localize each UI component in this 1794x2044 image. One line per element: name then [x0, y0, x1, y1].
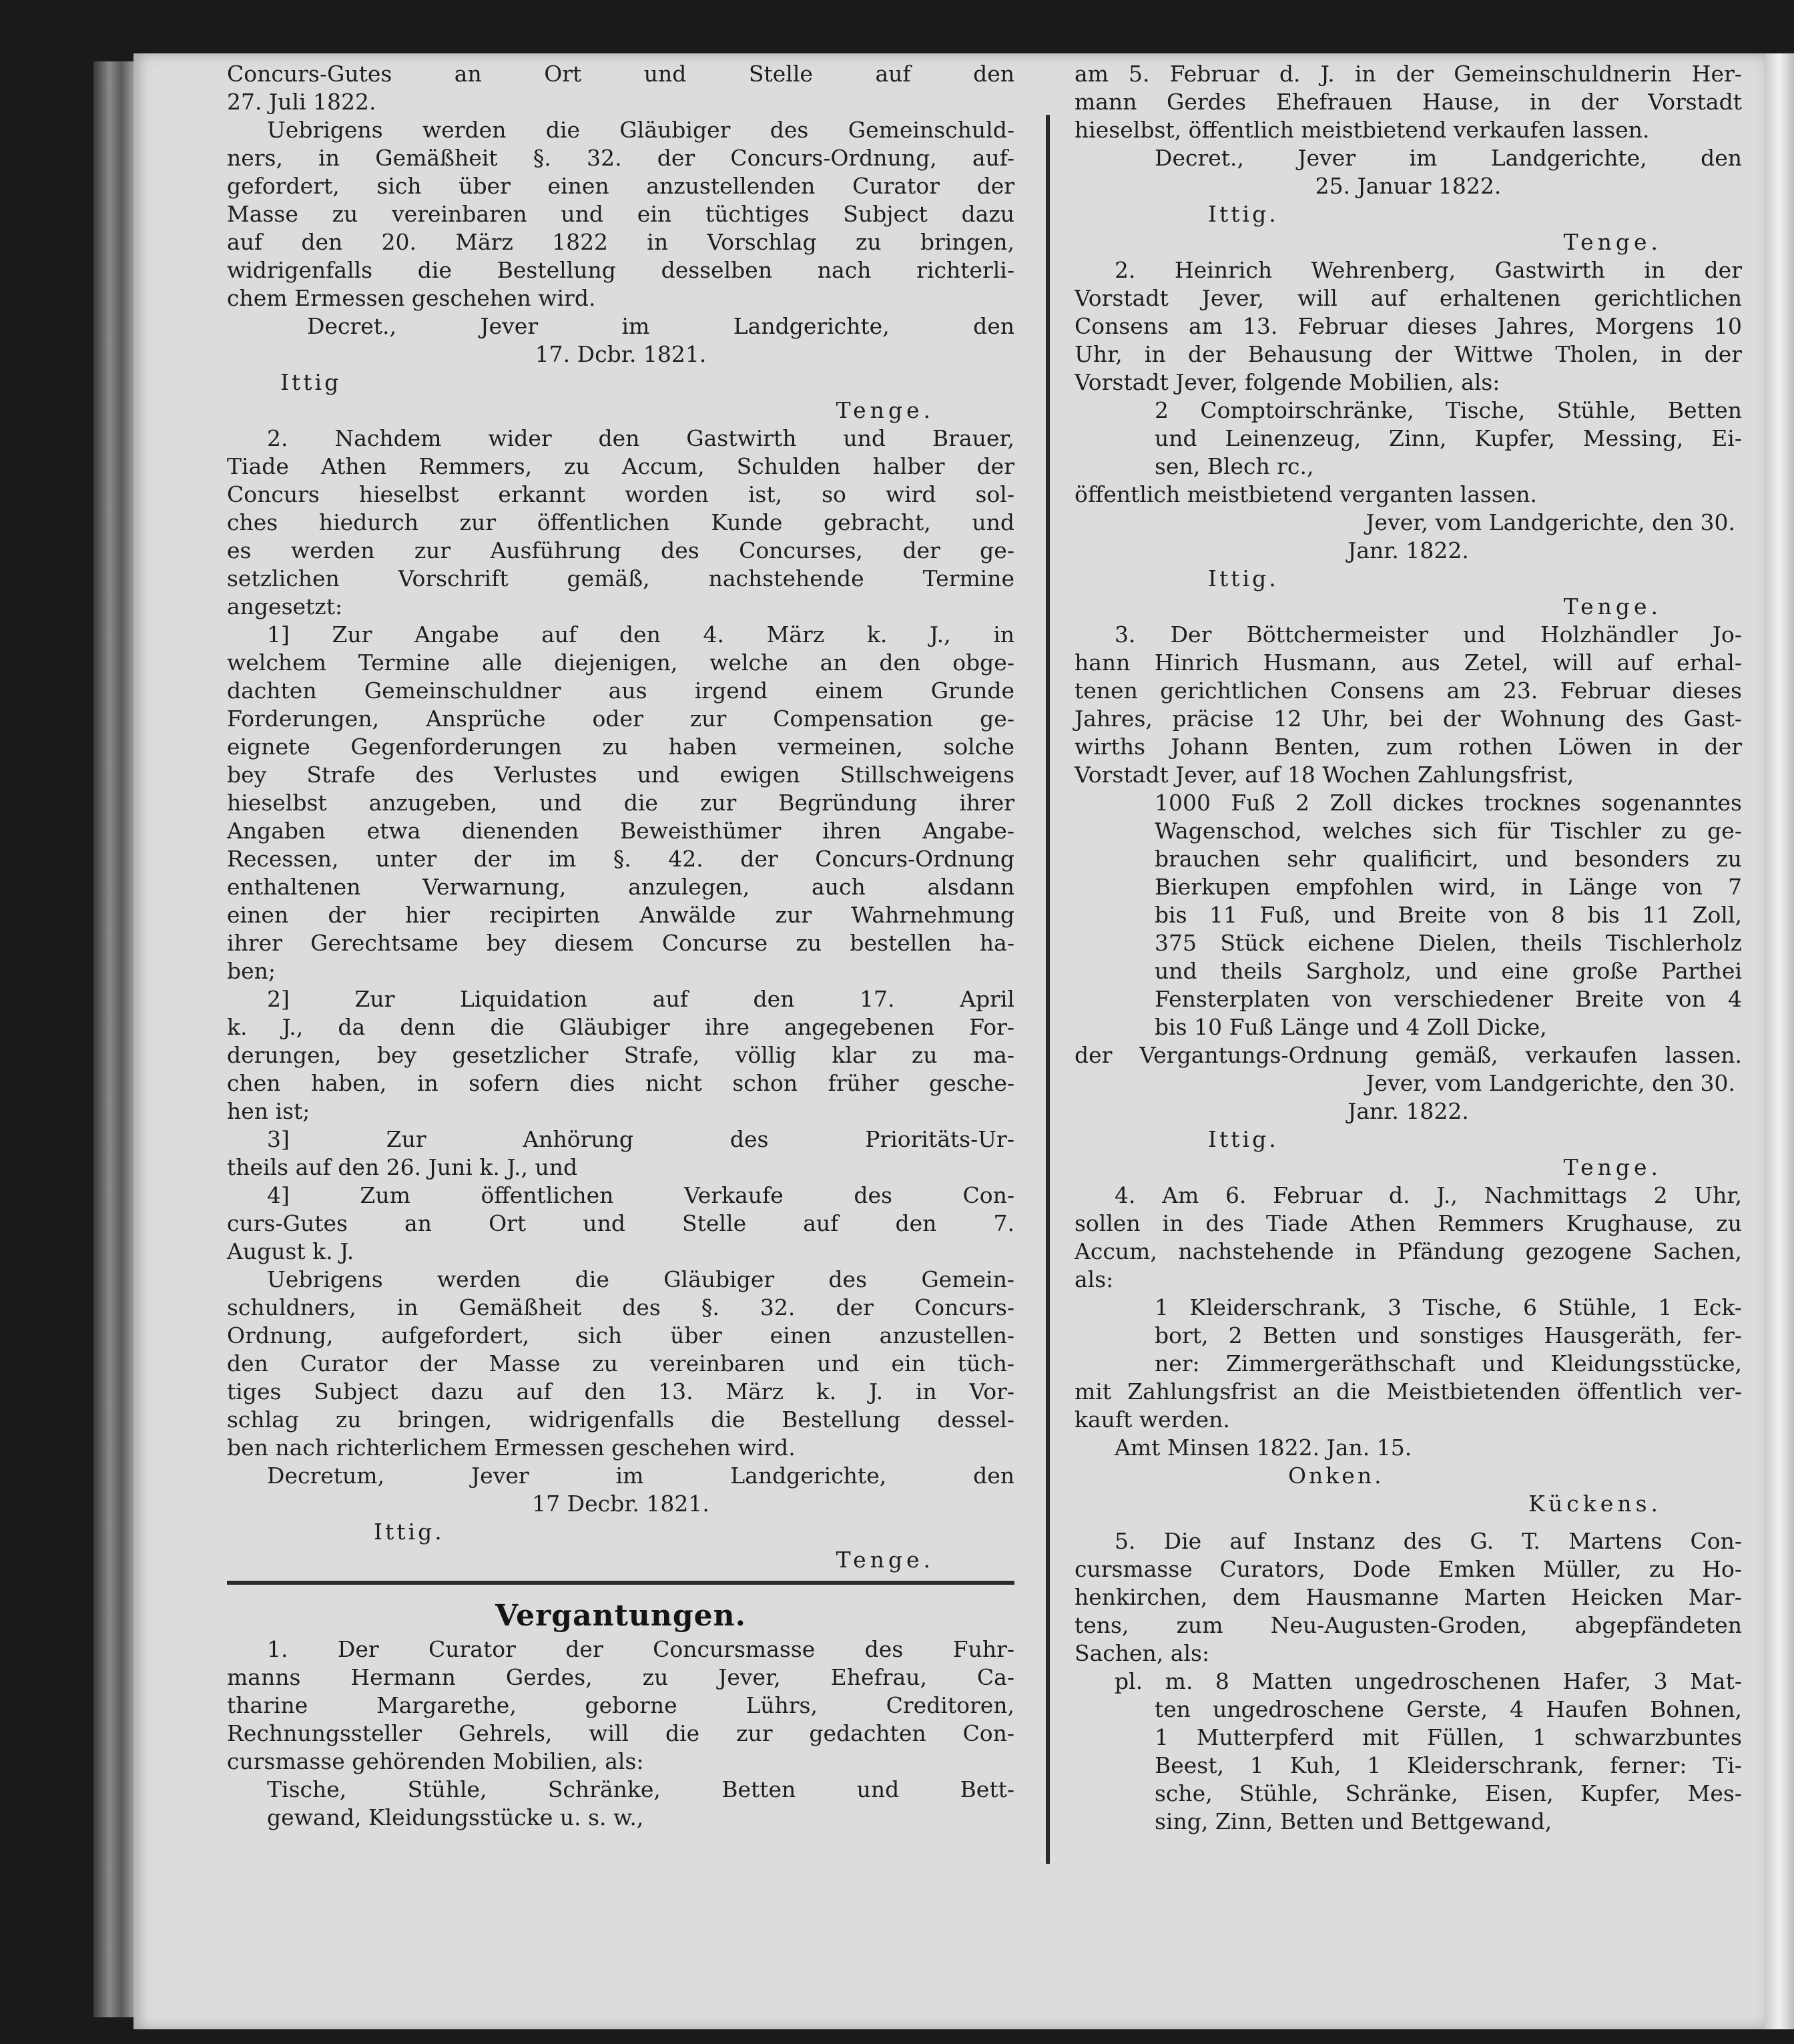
text-line: chem Ermessen geschehen wird.	[227, 285, 596, 311]
text-line: gewand, Kleidungsstücke u. s. w.,	[267, 1804, 644, 1830]
text-line: henkirchen, dem Hausmanne Marten Heicken Mar-	[1075, 1584, 1742, 1610]
text-line: dachten Gemeinschuldner aus irgend einem Grunde	[227, 678, 1014, 704]
text-line: welchem Termine alle diejenigen, welche an den obge-	[227, 650, 1014, 676]
text-line: Concurs-Gutes an Ort und Stelle auf den	[227, 61, 1014, 87]
text-line: tiges Subject dazu auf den 13. März k. J. in Vor-	[227, 1378, 1014, 1404]
text-line: Accum, nachstehende in Pfändung gezogene Sachen,	[1075, 1238, 1742, 1264]
text-line: ches hiedurch zur öffentlichen Kunde gebracht, und	[227, 509, 1014, 535]
text-line: 27. Juli 1822.	[227, 89, 376, 115]
text-line: 4. Am 6. Februar d. J., Nachmittags 2 Uhr,	[1115, 1182, 1742, 1208]
text-line: angesetzt:	[227, 593, 343, 619]
text-line: als:	[1075, 1266, 1114, 1292]
decree-line: Decretum, Jever im Landgerichte, den	[267, 1463, 1014, 1489]
text-line: 1000 Fuß 2 Zoll dickes trocknes sogenanntes	[1155, 790, 1742, 816]
text-line: kauft werden.	[1075, 1407, 1230, 1433]
text-line: Tiade Athen Remmers, zu Accum, Schulden halber der	[227, 453, 1014, 479]
text-line: Uhr, in der Behausung der Wittwe Tholen, in der	[1075, 341, 1742, 367]
text-line: 2. Heinrich Wehrenberg, Gastwirth in der	[1115, 257, 1742, 283]
signature-tenge: Tenge.	[836, 1547, 934, 1573]
text-line: bis 10 Fuß Länge und 4 Zoll Dicke,	[1155, 1014, 1547, 1040]
right-column	[1075, 60, 1742, 1836]
text-line: 2] Zur Liquidation auf den 17. April	[267, 986, 1014, 1012]
column-divider	[1046, 115, 1050, 1864]
text-line: bey Strafe des Verlustes und ewigen Stillschweigens	[227, 762, 1014, 788]
decree-line: Amt Minsen 1822. Jan. 15.	[1115, 1435, 1412, 1461]
text-line: August k. J.	[227, 1238, 354, 1264]
signature-tenge: Tenge.	[836, 397, 934, 423]
text-line: sen, Blech rc.,	[1155, 453, 1314, 479]
text-line: Bierkupen empfohlen wird, in Länge von 7	[1155, 874, 1742, 900]
text-line: 3. Der Böttchermeister und Holzhändler Jo-	[1115, 621, 1742, 648]
text-line: wirths Johann Benten, zum rothen Löwen in der	[1075, 734, 1742, 760]
decree-date: Janr. 1822.	[1348, 1098, 1469, 1124]
text-line: Tische, Stühle, Schränke, Betten und Bett-	[267, 1776, 1014, 1802]
text-line: manns Hermann Gerdes, zu Jever, Ehefrau, Ca-	[227, 1664, 1014, 1690]
text-line: curs-Gutes an Ort und Stelle auf den 7.	[227, 1210, 1014, 1236]
text-line: Sachen, als:	[1075, 1640, 1210, 1666]
text-line: theils auf den 26. Juni k. J., und	[227, 1154, 578, 1180]
text-line: Vorstadt Jever, will auf erhaltenen gerichtlichen	[1075, 285, 1742, 311]
text-line: sche, Stühle, Schränke, Eisen, Kupfer, Mes-	[1155, 1780, 1742, 1806]
page-edge	[1765, 53, 1794, 2029]
text-line: 5. Die auf Instanz des G. T. Martens Con-	[1115, 1528, 1742, 1554]
signature-tenge: Tenge.	[1563, 229, 1662, 255]
text-line: auf den 20. März 1822 in Vorschlag zu bringen,	[227, 229, 1014, 255]
text-line: Masse zu vereinbaren und ein tüchtiges Subject dazu	[227, 201, 1014, 227]
text-line: 1 Kleiderschrank, 3 Tische, 6 Stühle, 1 Eck-	[1155, 1294, 1742, 1320]
text-line: Wagenschod, welches sich für Tischler zu ge-	[1155, 818, 1742, 844]
spacer	[1075, 1518, 1742, 1527]
text-line: 2 Comptoirschränke, Tische, Stühle, Betten	[1155, 397, 1742, 423]
decree-date: 17 Decbr. 1821.	[532, 1491, 709, 1517]
text-line: cursmasse Curators, Dode Emken Müller, zu Ho-	[1075, 1556, 1742, 1582]
text-line: Recessen, unter der im §. 42. der Concurs-Ordnung	[227, 846, 1014, 872]
decree-date: 25. Januar 1822.	[1315, 173, 1502, 199]
text-line: Ordnung, aufgefordert, sich über einen anzustellen-	[227, 1322, 1014, 1348]
text-line: ben;	[227, 958, 276, 984]
section-heading: Vergantungen.	[495, 1599, 746, 1633]
text-line: derungen, bey gesetzlicher Strafe, völlig klar zu ma-	[227, 1042, 1014, 1068]
decree-line: Decret., Jever im Landgerichte, den	[307, 313, 1014, 339]
text-line: bis 11 Fuß, und Breite von 8 bis 11 Zoll,	[1155, 902, 1742, 928]
text-line: setzlichen Vorschrift gemäß, nachstehende Termine	[227, 565, 1014, 591]
signature-onken: Onken.	[1288, 1463, 1384, 1489]
text-line: tharine Margarethe, geborne Lührs, Creditoren,	[227, 1692, 1014, 1718]
signature-ittig: Ittig.	[1208, 1126, 1279, 1152]
text-line: gefordert, sich über einen anzustellenden Curator der	[227, 173, 1014, 199]
text-line: mann Gerdes Ehefrauen Hause, in der Vorstadt	[1075, 89, 1742, 115]
text-line: tens, zum Neu-Augusten-Groden, abgepfändeten	[1075, 1612, 1742, 1638]
text-line: widrigenfalls die Bestellung desselben nach richterli-	[227, 257, 1014, 283]
text-line: 375 Stück eichene Dielen, theils Tischlerholz	[1155, 930, 1742, 956]
left-column	[227, 60, 1014, 1832]
text-line: 2. Nachdem wider den Gastwirth und Brauer,	[267, 425, 1014, 451]
text-line: tenen gerichtlichen Consens am 23. Februar dieses	[1075, 678, 1742, 704]
text-line: ten ungedroschene Gerste, 4 Haufen Bohnen,	[1155, 1696, 1742, 1722]
text-line: Jahres, präcise 12 Uhr, bei der Wohnung des Gast-	[1075, 706, 1742, 732]
text-line: eignete Gegenforderungen zu haben vermeinen, solche	[227, 734, 1014, 760]
decree-line: Jever, vom Landgerichte, den 30.	[1366, 509, 1735, 535]
text-line: k. J., da denn die Gläubiger ihre angegebenen For-	[227, 1014, 1014, 1040]
text-line: mit Zahlungsfrist an die Meistbietenden öffentlich ver-	[1075, 1378, 1742, 1404]
section-rule	[227, 1581, 1014, 1585]
text-line: chen haben, in sofern dies nicht schon früher gesche-	[227, 1070, 1014, 1096]
text-line: Beest, 1 Kuh, 1 Kleiderschrank, ferner: Ti-	[1155, 1752, 1742, 1778]
text-line: sollen in des Tiade Athen Remmers Krughause, zu	[1075, 1210, 1742, 1236]
text-line: ihrer Gerechtsame bey diesem Concurse zu bestellen ha-	[227, 930, 1014, 956]
text-line: 1 Mutterpferd mit Füllen, 1 schwarzbuntes	[1155, 1724, 1742, 1750]
text-line: am 5. Februar d. J. in der Gemeinschuldnerin Her-	[1075, 61, 1742, 87]
book-spine	[93, 61, 133, 2017]
text-line: 1. Der Curator der Concursmasse des Fuhr-	[267, 1636, 1014, 1662]
text-line: Vorstadt Jever, folgende Mobilien, als:	[1075, 369, 1500, 395]
text-line: schlag zu bringen, widrigenfalls die Bestellung dessel-	[227, 1407, 1014, 1433]
text-line: den Curator der Masse zu vereinbaren und ein tüch-	[227, 1350, 1014, 1376]
text-line: brauchen sehr qualificirt, und besonders zu	[1155, 846, 1742, 872]
text-line: hieselbst anzugeben, und die zur Begründung ihrer	[227, 790, 1014, 816]
text-line: hen ist;	[227, 1098, 310, 1124]
signature-ittig: Ittig.	[1208, 565, 1279, 591]
text-line: cursmasse gehörenden Mobilien, als:	[227, 1748, 644, 1774]
text-line: einen der hier recipirten Anwälde zur Wahrnehmung	[227, 902, 1014, 928]
signature-kuckens: Kückens.	[1528, 1491, 1662, 1517]
text-line: Vorstadt Jever, auf 18 Wochen Zahlungsfrist,	[1075, 762, 1574, 788]
text-line: und Leinenzeug, Zinn, Kupfer, Messing, Ei-	[1155, 425, 1742, 451]
text-line: der Vergantungs-Ordnung gemäß, verkaufen lassen.	[1075, 1042, 1742, 1068]
text-line: Angaben etwa dienenden Beweisthümer ihren Angabe-	[227, 818, 1014, 844]
text-line: bort, 2 Betten und sonstiges Hausgeräth, fer-	[1155, 1322, 1742, 1348]
signature-ittig: Ittig	[280, 369, 342, 395]
signature-ittig: Ittig.	[1208, 201, 1279, 227]
text-line: Rechnungssteller Gehrels, will die zur gedachten Con-	[227, 1720, 1014, 1746]
text-line: 4] Zum öffentlichen Verkaufe des Con-	[267, 1182, 1014, 1208]
text-line: ben nach richterlichem Ermessen geschehen wird.	[227, 1435, 796, 1461]
text-line: Concurs hieselbst erkannt worden ist, so wird sol-	[227, 481, 1014, 507]
text-line: Consens am 13. Februar dieses Jahres, Morgens 10	[1075, 313, 1742, 339]
text-line: pl. m. 8 Matten ungedroschenen Hafer, 3 Mat-	[1115, 1668, 1742, 1694]
text-line: ner: Zimmergeräthschaft und Kleidungsstücke,	[1155, 1350, 1742, 1376]
text-line: hieselbst, öffentlich meistbietend verkaufen lassen.	[1075, 117, 1650, 143]
decree-date: 17. Dcbr. 1821.	[535, 341, 707, 367]
text-line: öffentlich meistbietend verganten lassen.	[1075, 481, 1538, 507]
text-line: Fensterplaten von verschiedener Breite von 4	[1155, 986, 1742, 1012]
text-line: sing, Zinn, Betten und Bettgewand,	[1155, 1808, 1552, 1834]
text-line: ners, in Gemäßheit §. 32. der Concurs-Ordnung, auf-	[227, 145, 1014, 171]
signature-ittig: Ittig.	[374, 1519, 444, 1545]
text-line: 3] Zur Anhörung des Prioritäts-Ur-	[267, 1126, 1014, 1152]
text-line: schuldners, in Gemäßheit des §. 32. der Concurs-	[227, 1294, 1014, 1320]
text-line: 1] Zur Angabe auf den 4. März k. J., in	[267, 621, 1014, 648]
decree-line: Decret., Jever im Landgerichte, den	[1155, 145, 1742, 171]
text-line: hann Hinrich Husmann, aus Zetel, will auf erhal-	[1075, 650, 1742, 676]
text-line: Uebrigens werden die Gläubiger des Gemein-	[267, 1266, 1014, 1292]
text-line: Forderungen, Ansprüche oder zur Compensation ge-	[227, 706, 1014, 732]
text-line: enthaltenen Verwarnung, anzulegen, auch alsdann	[227, 874, 1014, 900]
decree-date: Janr. 1822.	[1348, 537, 1469, 563]
text-line: es werden zur Ausführung des Concurses, der ge-	[227, 537, 1014, 563]
signature-tenge: Tenge.	[1563, 1154, 1662, 1180]
text-line: Uebrigens werden die Gläubiger des Gemeinschuld-	[267, 117, 1014, 143]
text-line: und theils Sargholz, und eine große Parthei	[1155, 958, 1742, 984]
decree-line: Jever, vom Landgerichte, den 30.	[1366, 1070, 1735, 1096]
signature-tenge: Tenge.	[1563, 593, 1662, 619]
